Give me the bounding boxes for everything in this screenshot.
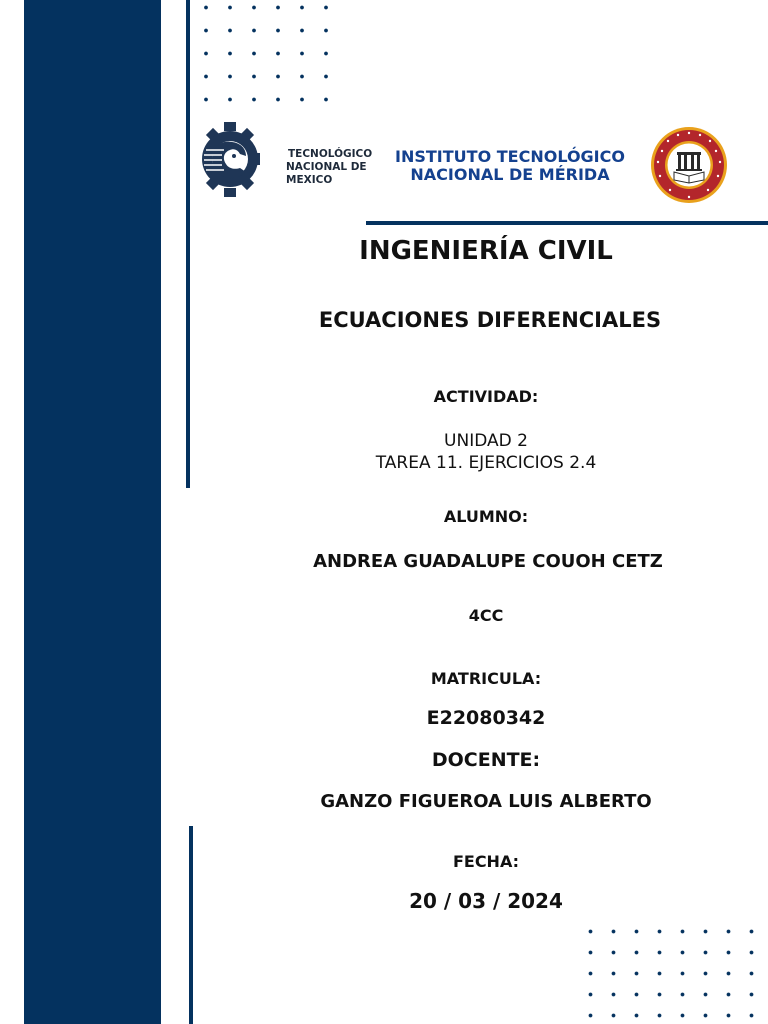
id-label: MATRICULA: [430, 669, 542, 688]
date-value: 20 / 03 / 2024 [409, 889, 563, 913]
tecnm-logo [202, 120, 382, 200]
institute-name-line2: NACIONAL DE MÉRIDA [410, 165, 610, 184]
dot-pattern-top [194, 0, 338, 110]
student-label: ALUMNO: [443, 507, 529, 526]
group-value: 4CC [468, 606, 504, 625]
horizontal-rule [366, 221, 768, 225]
institute-name [382, 148, 638, 184]
date-label: FECHA: [452, 852, 520, 871]
teacher-label: DOCENTE: [431, 749, 541, 771]
id-value: E22080342 [426, 707, 546, 729]
career-title: INGENIERÍA CIVIL [359, 236, 613, 266]
tecnm-text-line1: TECNOLÓGICO [288, 148, 373, 160]
student-name: ANDREA GUADALUPE COUOH CETZ [313, 551, 663, 572]
dot-pattern-bottom [579, 921, 768, 1024]
activity-label: ACTIVIDAD: [433, 387, 539, 406]
activity-line1: UNIDAD 2 [444, 431, 528, 451]
eagle-gear-icon [202, 120, 264, 200]
subject-title: ECUACIONES DIFERENCIALES [318, 308, 662, 332]
seal-icon [650, 126, 728, 204]
sidebar-bar [24, 0, 161, 1024]
teacher-name: GANZO FIGUEROA LUIS ALBERTO [320, 791, 652, 812]
activity-line2: TAREA 11. EJERCICIOS 2.4 [375, 453, 597, 473]
institute-name-line1: INSTITUTO TECNOLÓGICO [395, 147, 625, 166]
tecnm-text-line2: NACIONAL DE MEXICO [286, 161, 367, 186]
institute-seal [650, 126, 728, 204]
